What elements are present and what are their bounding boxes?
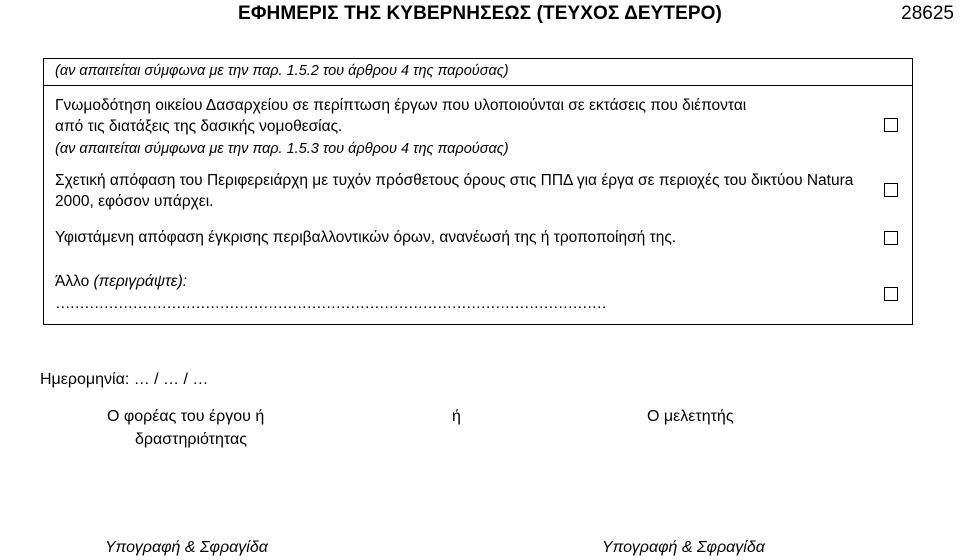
checkbox-other[interactable] (884, 287, 898, 301)
other-hint: (περιγράψτε): (93, 273, 188, 290)
checkbox-region[interactable] (884, 183, 898, 197)
signatory-left-title-line2: δραστηριότητας (135, 431, 247, 448)
checkbox-existing[interactable] (884, 231, 898, 245)
signatory-left-title-line1: Ο φορέας του έργου ή (107, 408, 265, 425)
item-forest-text: Γνωμοδότηση οικείου Δασαρχείου σε περίπτωση έργων που υλοποιούνται σε εκτάσεις που διέπονται από τις διατάξεις της δασικής νομοθεσίας. (55, 97, 747, 135)
form-divider (44, 85, 912, 86)
attachments-form-box (43, 58, 913, 325)
gazette-header-title: ΕΦΗΜΕΡΙΣ ΤΗΣ ΚΥΒΕΡΝΗΣΕΩΣ (ΤΕΥΧΟΣ ΔΕΥΤΕΡΟ) (238, 3, 722, 24)
signature-right-label: Υπογραφή & Σφραγίδα (602, 539, 765, 556)
date-line: Ημερομηνία: … / … / … (40, 371, 209, 388)
checkbox-forest[interactable] (884, 118, 898, 132)
note-forest: (αν απαιτείται σύμφωνα με την παρ. 1.5.3 του άρθρου 4 της παρούσας) (55, 141, 509, 157)
page-number: 28625 (901, 3, 954, 24)
other-dots: …………………………………………………………………………………………………… (55, 295, 606, 312)
note-top: (αν απαιτείται σύμφωνα με την παρ. 1.5.2 του άρθρου 4 της παρούσας) (55, 63, 509, 79)
item-existing-text: Υφιστάμενη απόφαση έγκρισης περιβαλλοντικών όρων, ανανέωσή της ή τροποποίησή της. (55, 229, 677, 246)
signature-left-label: Υπογραφή & Σφραγίδα (105, 539, 268, 556)
other-label: Άλλο (55, 273, 94, 290)
signatory-right-title: Ο μελετητής (647, 408, 734, 425)
item-other-label (55, 271, 187, 292)
item-region-text: Σχετική απόφαση του Περιφερειάρχη με τυχόν πρόσθετους όρους στις ΠΠΔ για έργα σε περιοχές του δικτύου Natura 2000, εφόσον υπάρχει. (55, 172, 854, 210)
or-word: ή (452, 408, 461, 425)
